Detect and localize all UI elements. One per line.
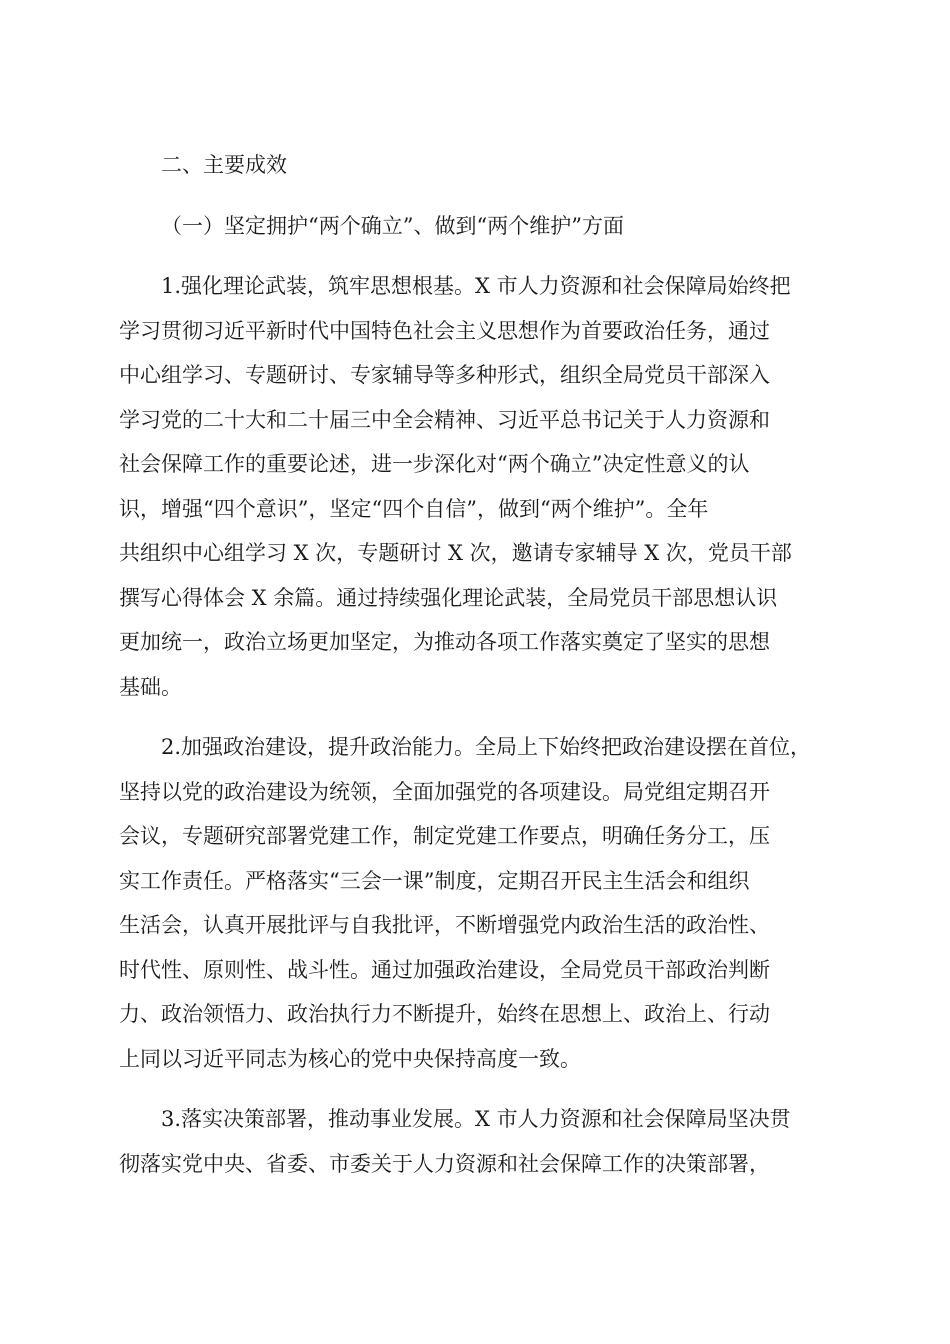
paragraph-line: 识，增强“四个意识”，坚定“四个自信”，做到“两个维护”。全年 [119, 496, 709, 521]
paragraph-line: 力、政治领悟力、政治执行力不断提升，始终在思想上、政治上、行动 [119, 1002, 770, 1026]
paragraph-line: 学习贯彻习近平新时代中国特色社会主义思想作为首要政治任务，通过 [119, 318, 770, 343]
paragraph-line: 1.强化理论武装，筑牢思想根基。X 市人力资源和社会保障局始终把 [161, 274, 791, 298]
paragraph-line: 共组织中心组学习 X 次，专题研讨 X 次，邀请专家辅导 X 次，党员干部 [119, 541, 792, 565]
paragraph-line: 上同以习近平同志为核心的党中央保持高度一致。 [119, 1046, 581, 1071]
paragraph-line: 更加统一，政治立场更加坚定，为推动各项工作落实奠定了坚实的思想 [119, 630, 770, 654]
paragraph-line: 基础。 [119, 674, 182, 699]
paragraph-line: 实工作责任。严格落实“三会一课”制度，定期召开民主生活会和组织 [119, 868, 750, 893]
section-heading: 二、主要成效 [161, 153, 287, 177]
paragraph-line: 彻落实党中央、省委、市委关于人力资源和社会保障工作的决策部署， [119, 1151, 770, 1176]
paragraph-line: 社会保障工作的重要论述，进一步深化对“两个确立”决定性意义的认 [119, 452, 750, 476]
paragraph-3 [119, 1097, 831, 1186]
paragraph-line: 3.落实决策部署，推动事业发展。X 市人力资源和社会保障局坚决贯 [161, 1107, 791, 1131]
paragraph-line: 生活会，认真开展批评与自我批评，不断增强党内政治生活的政治性、 [119, 913, 770, 937]
subsection-heading: （一）坚定拥护“两个确立”、做到“两个维护”方面 [161, 213, 624, 238]
paragraph-line: 坚持以党的政治建设为统领，全面加强党的各项建设。局党组定期召开 [119, 779, 770, 804]
paragraph-2 [119, 725, 831, 1081]
paragraph-1 [119, 264, 831, 709]
paragraph-line: 2.加强政治建设，提升政治能力。全局上下始终把政治建设摆在首位， [161, 735, 812, 759]
paragraph-line: 撰写心得体会 X 余篇。通过持续强化理论武装，全局党员干部思想认识 [119, 585, 778, 610]
paragraph-line: 时代性、原则性、战斗性。通过加强政治建设，全局党员干部政治判断 [119, 957, 770, 982]
paragraph-line: 会议，专题研究部署党建工作，制定党建工作要点，明确任务分工，压 [119, 824, 770, 848]
paragraph-line: 学习党的二十大和二十届三中全会精神、习近平总书记关于人力资源和 [119, 407, 770, 432]
document-body [119, 140, 831, 1186]
paragraph-line: 中心组学习、专题研讨、专家辅导等多种形式，组织全局党员干部深入 [119, 363, 770, 387]
